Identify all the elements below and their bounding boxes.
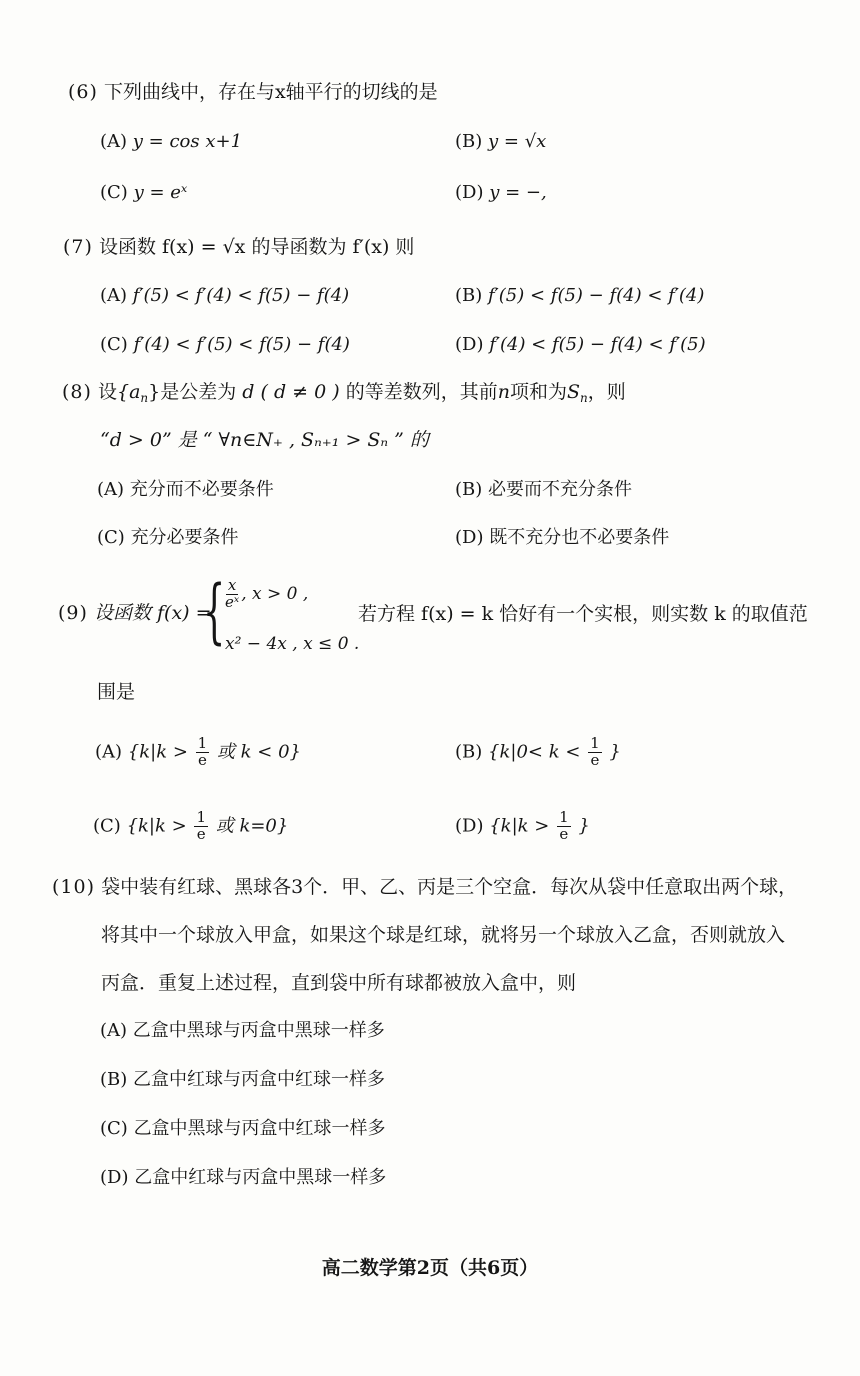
option-text: f′(4) < f′(5) < f(5) − f(4) xyxy=(133,334,350,355)
question-8-option-d xyxy=(455,529,669,547)
question-text: 是公差为 xyxy=(160,381,237,403)
question-7-stem xyxy=(63,238,414,257)
sequence-subscript: n xyxy=(140,391,149,405)
option-text: 既不充分也不必要条件 xyxy=(489,527,670,548)
question-10-stem-line-1 xyxy=(52,878,797,897)
fraction xyxy=(588,736,602,769)
option-text: 乙盒中黑球与丙盒中红球一样多 xyxy=(133,1118,386,1139)
question-8-option-b xyxy=(455,481,632,499)
question-number: (7) xyxy=(63,236,93,258)
option-text: y = cos x+1 xyxy=(132,131,243,152)
option-text: } xyxy=(578,815,590,837)
numerator: 1 xyxy=(590,734,600,752)
option-label: (A) xyxy=(100,131,128,152)
question-text: 将其中一个球放入甲盒，如果这个球是红球，就将另一个球放入乙盒，否则就放入 xyxy=(101,924,786,946)
option-label: (C) xyxy=(93,815,121,837)
option-text: 必要而不充分条件 xyxy=(488,479,633,500)
question-8-option-a xyxy=(97,481,274,499)
question-9-option-d xyxy=(455,810,590,843)
option-text: 或 k < 0} xyxy=(216,741,301,763)
piece-condition: , x > 0 , xyxy=(241,583,309,604)
question-9-option-b xyxy=(455,736,621,769)
option-text: 充分必要条件 xyxy=(130,527,239,548)
question-number: (8) xyxy=(62,381,92,403)
option-label: (C) xyxy=(100,334,128,355)
numerator: 1 xyxy=(196,808,206,826)
option-label: (C) xyxy=(100,182,128,203)
question-10-stem-line-3 xyxy=(101,974,576,993)
question-9-option-a xyxy=(95,736,301,769)
sequence-close: } xyxy=(148,381,161,403)
question-6-stem xyxy=(68,83,438,102)
fraction xyxy=(225,578,239,611)
sequence-symbol: {a xyxy=(116,381,141,403)
denominator: e xyxy=(197,750,207,769)
question-10-option-c xyxy=(100,1120,386,1138)
option-label: (D) xyxy=(100,1167,129,1188)
question-9-stem-start xyxy=(58,604,212,623)
option-label: (A) xyxy=(100,285,128,306)
option-label: (B) xyxy=(100,1069,128,1090)
option-text: 乙盒中红球与丙盒中黑球一样多 xyxy=(134,1167,387,1188)
option-label: (B) xyxy=(455,741,483,763)
option-text: f′(5) < f(5) − f(4) < f′(4) xyxy=(488,285,705,306)
sum-symbol: S xyxy=(567,381,581,403)
denominator: eˣ xyxy=(225,592,240,611)
numerator: 1 xyxy=(197,734,208,752)
question-text: 若方程 f(x) = k 恰好有一个实根，则实数 k 的取值范 xyxy=(358,603,808,625)
question-number: (10) xyxy=(52,876,96,898)
option-text: {k|k > xyxy=(489,815,550,837)
option-label: (D) xyxy=(455,815,484,837)
question-6-option-a xyxy=(100,133,242,151)
option-text: {k|0< k < xyxy=(488,741,581,763)
piecewise-function xyxy=(203,570,360,658)
question-9-option-c xyxy=(93,810,288,843)
option-label: (B) xyxy=(455,131,483,152)
option-text: y = eˣ xyxy=(133,182,188,203)
question-7-option-c xyxy=(100,336,350,354)
question-8-condition-line xyxy=(100,431,429,450)
question-text: 的等差数列，其前 xyxy=(345,381,498,403)
option-label: (D) xyxy=(455,334,484,355)
fraction xyxy=(196,736,210,769)
fraction xyxy=(194,810,208,843)
option-label: (D) xyxy=(455,527,484,548)
question-6-option-d xyxy=(455,184,547,202)
n-symbol: n xyxy=(497,381,510,403)
question-text: 设函数 f(x) = xyxy=(93,602,212,624)
option-label: (A) xyxy=(100,1020,128,1041)
question-9-stem-end xyxy=(358,605,808,624)
option-text: 或 k=0} xyxy=(215,815,289,837)
piece-2: x² − 4x , x ≤ 0 . xyxy=(225,634,360,654)
question-text: ，则 xyxy=(587,381,626,403)
option-text: 乙盒中黑球与丙盒中黑球一样多 xyxy=(132,1020,385,1041)
sum-subscript: n xyxy=(580,391,588,405)
option-text: {k|k > xyxy=(127,741,188,763)
option-text: 乙盒中红球与丙盒中红球一样多 xyxy=(133,1069,386,1090)
numerator: 1 xyxy=(559,808,569,826)
option-label: (D) xyxy=(455,182,484,203)
question-number: (6) xyxy=(68,81,98,103)
numerator: x xyxy=(227,576,237,594)
option-text: y = −, xyxy=(489,182,547,203)
question-8-stem xyxy=(62,383,626,404)
question-7-option-d xyxy=(455,336,706,354)
question-6-option-c xyxy=(100,184,187,202)
question-8-option-c xyxy=(97,529,239,547)
brace-symbol: { xyxy=(203,570,226,652)
piece-1 xyxy=(223,578,308,611)
denominator: e xyxy=(196,824,206,843)
option-text: f′(5) < f′(4) < f(5) − f(4) xyxy=(132,285,350,306)
question-text: 下列曲线中，存在与x轴平行的切线的是 xyxy=(103,81,438,103)
denominator: e xyxy=(590,750,600,769)
option-text: y = √x xyxy=(488,131,547,152)
question-text: 围是 xyxy=(97,681,136,703)
question-10-stem-line-2 xyxy=(101,926,785,945)
option-label: (A) xyxy=(97,479,125,500)
denominator: e xyxy=(559,824,569,843)
option-label: (C) xyxy=(97,527,125,548)
option-text: } xyxy=(609,741,621,763)
option-text: {k|k > xyxy=(126,815,187,837)
question-text: 项和为 xyxy=(509,381,567,403)
condition-text: ( d ≠ 0 ) xyxy=(260,381,340,403)
question-number: (9) xyxy=(58,602,88,624)
question-10-option-b xyxy=(100,1071,385,1089)
option-text: 充分而不必要条件 xyxy=(129,479,274,500)
question-10-option-d xyxy=(100,1169,386,1187)
question-7-option-a xyxy=(100,287,349,305)
question-9-stem-continued xyxy=(97,683,135,702)
question-text: 设函数 f(x) = √x 的导函数为 f′(x) 则 xyxy=(98,236,415,258)
page-footer: 高二数学第2页（共6页） xyxy=(321,1257,539,1279)
question-text: “d > 0” 是 “ ∀n∈N₊ , Sₙ₊₁ > Sₙ ” 的 xyxy=(100,429,429,451)
question-text: 设 xyxy=(97,381,117,403)
option-label: (A) xyxy=(95,741,123,763)
option-label: (B) xyxy=(455,285,483,306)
question-10-option-a xyxy=(100,1022,385,1040)
common-difference-symbol: d xyxy=(242,381,255,403)
question-text: 丙盒．重复上述过程，直到袋中所有球都被放入盒中，则 xyxy=(101,972,577,994)
fraction xyxy=(557,810,571,843)
option-text: f′(4) < f(5) − f(4) < f′(5) xyxy=(489,334,706,355)
option-label: (B) xyxy=(455,479,483,500)
question-6-option-b xyxy=(455,133,546,151)
option-label: (C) xyxy=(100,1118,128,1139)
question-7-option-b xyxy=(455,287,704,305)
question-text: 袋中装有红球、黑球各3个．甲、乙、丙是三个空盒．每次从袋中任意取出两个球， xyxy=(101,876,798,898)
